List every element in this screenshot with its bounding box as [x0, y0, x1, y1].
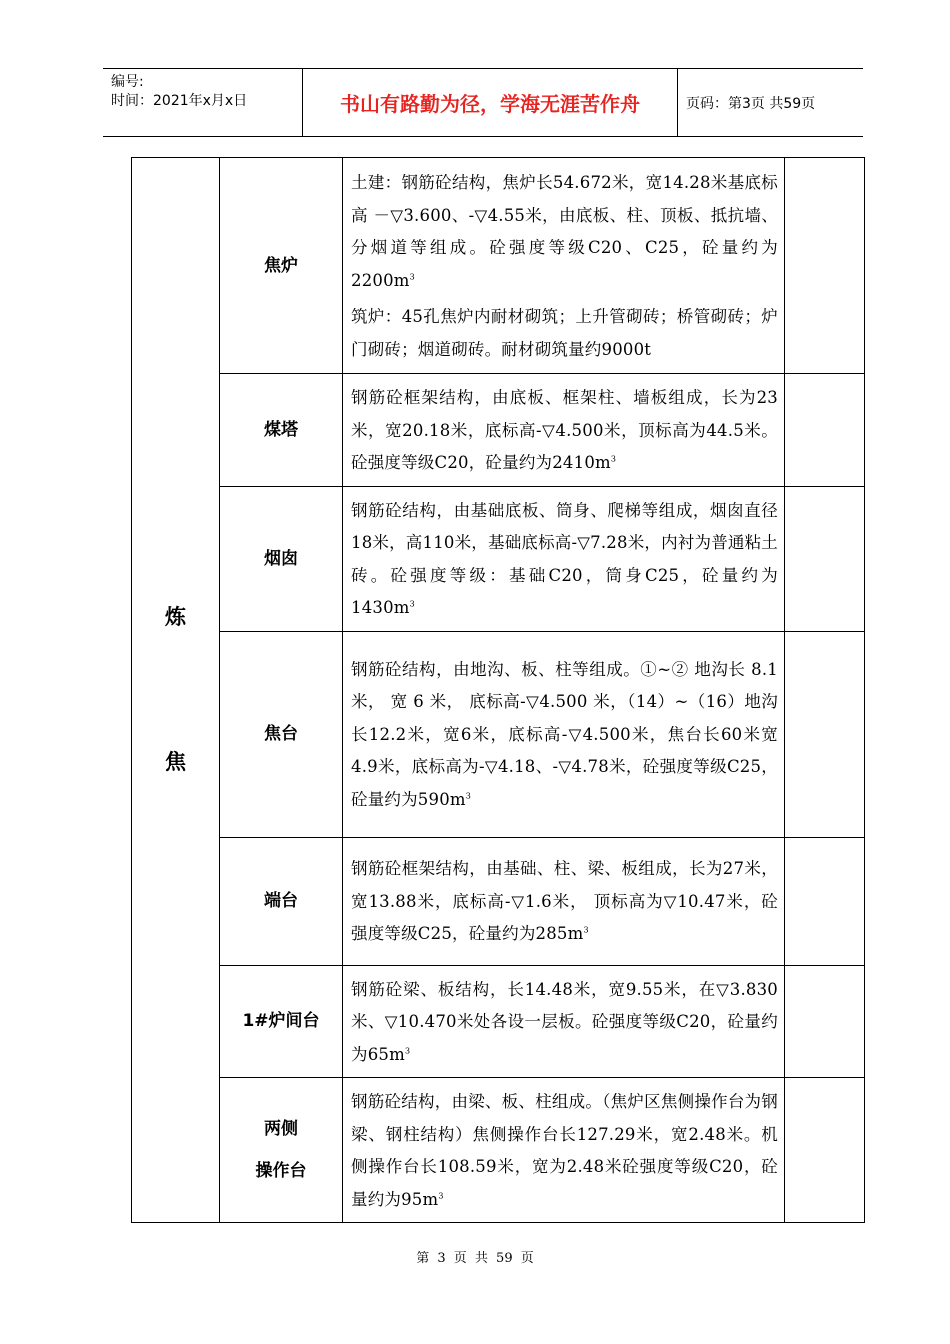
table-row	[132, 631, 865, 837]
item-name: 焦台	[220, 631, 343, 837]
table-row	[132, 965, 865, 1078]
item-name: 两侧 操作台	[220, 1078, 343, 1223]
construction-table	[131, 157, 865, 1223]
item-description: 钢筋砼结构，由基础底板、筒身、爬梯等组成，烟囱直径18米，高110米，基础底标高-▽7.28米，内衬为普通粘土砖。砼强度等级：基础C20，筒身C25，砼量约为$1430m^3$	[343, 486, 785, 631]
table-row	[132, 374, 865, 487]
item-description: 钢筋砼框架结构，由基础、柱、梁、板组成，长为27米，宽13.88米，底标高-▽1.6米， 顶标高为▽10.47米，砼强度等级C25，砼量约为$285m^3$	[343, 837, 785, 965]
item-name: 煤塔	[220, 374, 343, 487]
item-name: 烟囱	[220, 486, 343, 631]
item-description: 土建：钢筋砼结构，焦炉长54.672米，宽14.28米基底标高 －▽3.600、-▽4.55米，由底板、柱、顶板、抵抗墙、分烟道等组成。砼强度等级C20、C25，砼量约为$2200m^3$ 筑炉：45孔焦炉内耐材砌筑；上升管砌砖；桥管砌砖；炉门砌砖；烟道砌砖。耐材砌筑量约9000t	[343, 158, 785, 374]
item-description: 钢筋砼结构，由地沟、板、柱等组成。①~② 地沟长 8.1 米， 宽 6 米， 底标高-▽4.500 米，（14）~（16）地沟长12.2米，宽6米，底标高-▽4.500米，焦台长60米宽4.9米，底标高为-▽4.18、-▽4.78米，砼强度等级C25，砼量约为$590m^3$	[343, 631, 785, 837]
remark-cell	[785, 158, 865, 374]
page-footer: 第 3 页 共 59 页	[416, 1251, 534, 1266]
category-char: 炼	[165, 605, 186, 629]
remark-cell	[785, 965, 865, 1078]
category-char: 焦	[165, 750, 186, 774]
item-description: 钢筋砼结构，由梁、板、柱组成。（焦炉区焦侧操作台为钢梁、钢柱结构）焦侧操作台长127.29米，宽2.48米。机侧操作台长108.59米，宽为2.48米砼强度等级C20，砼量约为$95m^3$	[343, 1078, 785, 1223]
item-name: 焦炉	[220, 158, 343, 374]
remark-cell	[785, 374, 865, 487]
category-cell	[132, 158, 220, 1223]
item-description: 钢筋砼框架结构，由底板、框架柱、墙板组成，长为23米，宽20.18米，底标高-▽4.500米，顶标高为44.5米。砼强度等级C20，砼量约为$2410m^3$	[343, 374, 785, 487]
header-page-info: 页码：第3页 共59页	[686, 95, 816, 112]
header-meta	[103, 69, 303, 136]
item-name: 端台	[220, 837, 343, 965]
time-label: 时间：2021年x月x日	[111, 93, 248, 109]
remark-cell	[785, 631, 865, 837]
number-label: 编号:	[111, 74, 144, 90]
header-motto: 书山有路勤为径，学海无涯苦作舟	[303, 69, 678, 136]
remark-cell	[785, 837, 865, 965]
table-row	[132, 158, 865, 374]
remark-cell	[785, 486, 865, 631]
table-row	[132, 1078, 865, 1223]
remark-cell	[785, 1078, 865, 1223]
item-description: 钢筋砼梁、板结构，长14.48米，宽9.55米，在▽3.830米、▽10.470米处各设一层板。砼强度等级C20，砼量约为$65m^3$	[343, 965, 785, 1078]
page-header	[103, 68, 863, 137]
table-row	[132, 837, 865, 965]
table-row	[132, 486, 865, 631]
item-name: 1#炉间台	[220, 965, 343, 1078]
